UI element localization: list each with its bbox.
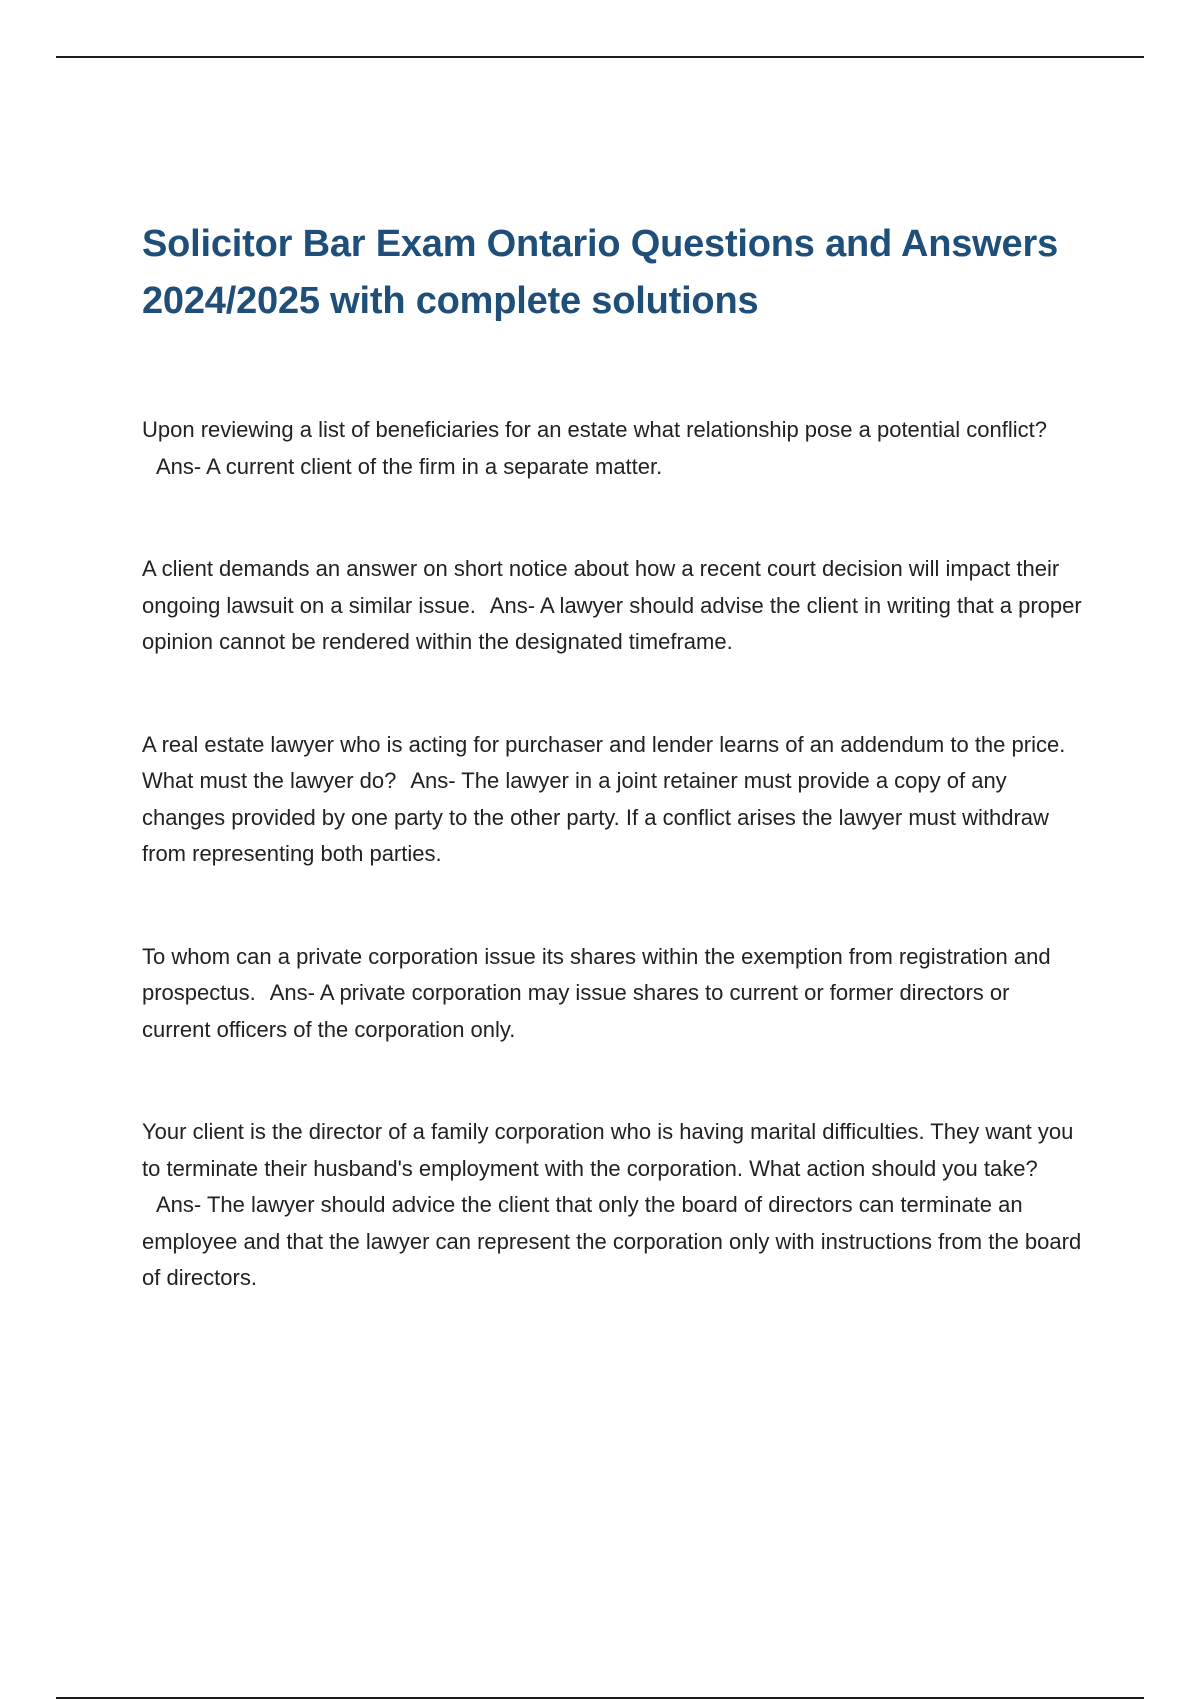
qa-item <box>142 939 1082 1049</box>
qa-item <box>142 412 1082 485</box>
qa-question: Upon reviewing a list of beneficiaries for an estate what relationship pose a potential conflict? <box>142 417 1047 442</box>
document-title: Solicitor Bar Exam Ontario Questions and Answers 2024/2025 with complete solutions <box>142 223 1059 322</box>
top-divider <box>56 56 1144 58</box>
bottom-divider <box>56 1697 1144 1699</box>
qa-question: A client demands an answer on short notice about how a recent court decision will impact their ongoing lawsuit on a similar issue. <box>142 556 1060 618</box>
qa-question: To whom can a private corporation issue its shares within the exemption from registration and prospectus. <box>142 943 1051 1005</box>
qa-answer: Ans- A lawyer should advise the client in writing that a proper opinion cannot be rendered within the designated timeframe. <box>142 592 1082 654</box>
qa-answer: Ans- The lawyer in a joint retainer must provide a copy of any changes provided by one party to the other party. If a conflict arises the lawyer must withdraw from representing both parties. <box>142 768 1049 866</box>
qa-answer: Ans- The lawyer should advice the client that only the board of directors can terminate an employee and that the lawyer can represent the corporation only with instructions from the board of directors. <box>142 1192 1082 1290</box>
qa-question: Your client is the director of a family corporation who is having marital difficulties. They want you to terminate their husband's employment with the corporation. What action should you take? <box>142 1119 1074 1181</box>
qa-question: A real estate lawyer who is acting for purchaser and lender learns of an addendum to the price. What must the lawyer do? <box>142 731 1066 793</box>
qa-answer: Ans- A private corporation may issue shares to current or former directors or current officers of the corporation only. <box>142 980 1010 1042</box>
qa-item <box>142 727 1082 873</box>
qa-list <box>142 412 1082 1297</box>
qa-answer: Ans- A current client of the firm in a separate matter. <box>156 453 663 479</box>
qa-item <box>142 1114 1082 1297</box>
document-body <box>142 216 1082 1363</box>
qa-item <box>142 551 1082 661</box>
